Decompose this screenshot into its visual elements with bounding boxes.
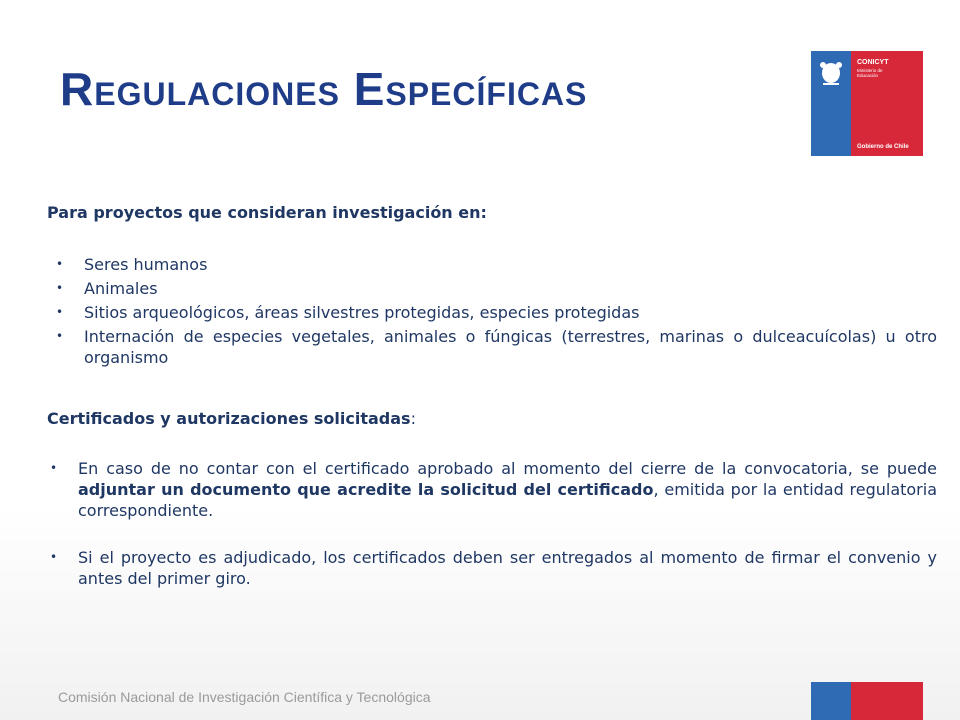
logo-red-panel bbox=[851, 51, 923, 156]
logo-ministry-line2: Educación bbox=[857, 73, 879, 78]
list-item: • Animales bbox=[84, 278, 937, 299]
research-list bbox=[84, 254, 937, 371]
cert-item1-before: En caso de no contar con el certificado aprobado al momento del cierre de la convocatoria, se puede bbox=[78, 459, 937, 478]
certificates-list bbox=[78, 458, 937, 615]
certificates-heading-text: Certificados y autorizaciones solicitadas bbox=[47, 409, 411, 428]
conicyt-logo bbox=[811, 51, 923, 156]
cert-item1-after: , emitida por la entidad regulatoria correspondiente. bbox=[78, 480, 938, 520]
footer-flag-strip bbox=[811, 682, 923, 720]
list-item bbox=[78, 458, 937, 521]
list-item: • Seres humanos bbox=[84, 254, 937, 275]
footer-text: Comisión Nacional de Investigación Científica y Tecnológica bbox=[58, 689, 431, 705]
cert-item1-bold: adjuntar un documento que acredite la solicitud del certificado bbox=[78, 480, 654, 499]
list-item: • Si el proyecto es adjudicado, los certificados deben ser entregados al momento de firmar el convenio y antes del primer giro. bbox=[78, 547, 937, 589]
list-item: • Sitios arqueológicos, áreas silvestres protegidas, especies protegidas bbox=[84, 302, 937, 323]
logo-org-text: CONICYT bbox=[857, 59, 889, 66]
slide-title: Regulaciones Específicas bbox=[60, 63, 588, 115]
certificates-heading-colon: : bbox=[410, 409, 416, 428]
logo-ministry-line1: Ministerio de bbox=[857, 68, 883, 73]
list-item: • Internación de especies vegetales, animales o fúngicas (terrestres, marinas o dulceacuícolas) u otro organismo bbox=[84, 326, 937, 368]
logo-gov-text: Gobierno de Chile bbox=[857, 144, 909, 150]
certificates-heading bbox=[47, 408, 416, 429]
intro-text: Para proyectos que consideran investigación en: bbox=[47, 203, 487, 222]
